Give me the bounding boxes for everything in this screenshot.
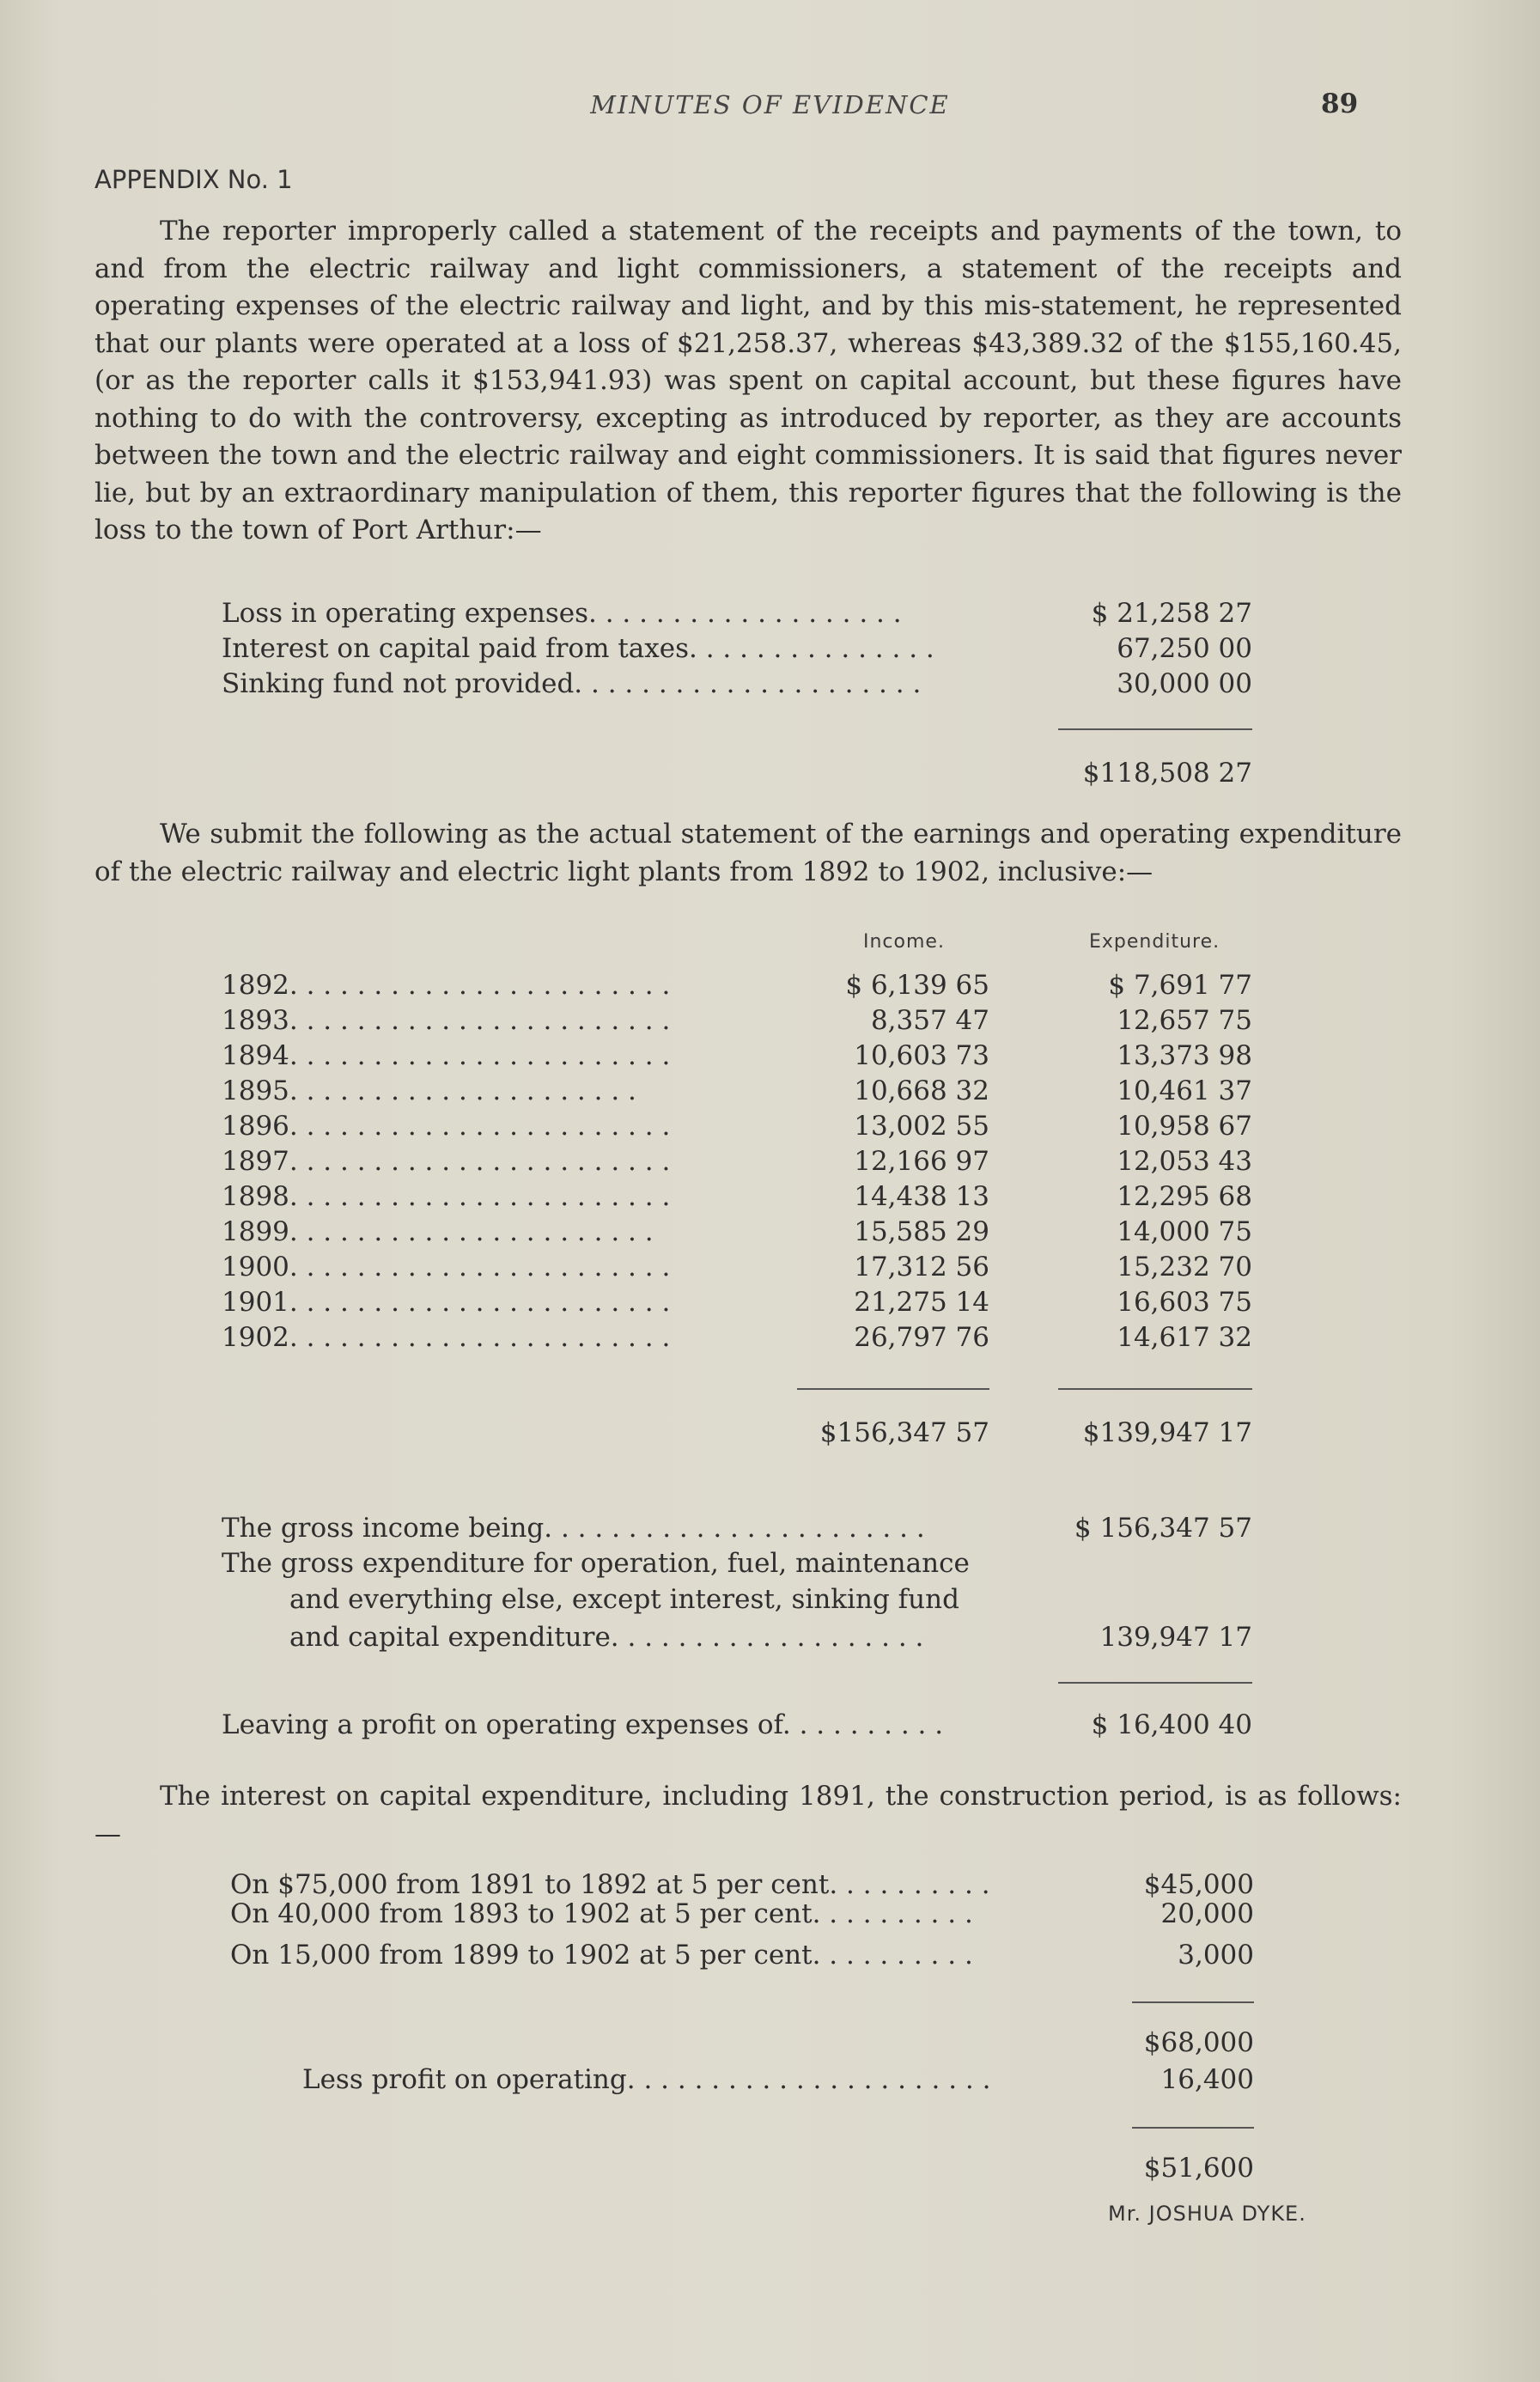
gross-income-line: The gross income being. . . . . . . . . . . . . . . . . . . . . . . $ 156,347 57 <box>222 1513 1252 1544</box>
table-row: 1901. . . . . . . . . . . . . . . . . . . . . . . 21,275 14 16,603 75 <box>222 1287 1252 1318</box>
table-totals-row: $156,347 57 $139,947 17 <box>819 1417 1252 1448</box>
gross-expenditure-line-1: The gross expenditure for operation, fuel, maintenance <box>222 1548 970 1579</box>
expenditure-header: Expenditure. <box>1089 931 1220 953</box>
less-profit-line: Less profit on operating. . . . . . . . . . . . . . . . . . . . . . 16,400 <box>302 2064 1254 2095</box>
table-row: 1902. . . . . . . . . . . . . . . . . . . . . . . 26,797 76 14,617 32 <box>222 1322 1252 1353</box>
income-total-rule <box>797 1388 989 1390</box>
table-row: 1895. . . . . . . . . . . . . . . . . . . . . 10,668 32 10,461 37 <box>222 1075 1252 1106</box>
interest-item: On 40,000 from 1893 to 1902 at 5 per cent. . . . . . . . . . 20,000 <box>230 1898 1254 1929</box>
table-row: 1899. . . . . . . . . . . . . . . . . . . . . . 15,585 29 14,000 75 <box>222 1216 1252 1247</box>
interest-item: On $75,000 from 1891 to 1892 at 5 per cent. . . . . . . . . . $45,000 <box>230 1869 1254 1900</box>
interest-paragraph: The interest on capital expenditure, including 1891, the construction period, is as follows:— <box>94 1781 1402 1849</box>
profit-rule <box>1058 1682 1252 1684</box>
final-total-rule <box>1132 2127 1254 2129</box>
intro-paragraph: The reporter improperly called a statement of the receipts and payments of the town, to and from the electric railway and light commissioners, a statement of the receipts and operating expenses of the electric railway and light, and by this mis-statement, he represented that our plants were operated at a loss of $21,258.37, whereas $43,389.32 of the $155,160.45, (or as the reporter calls it $153,941.93) was spent on capital account, but these figures have nothing to do with the controversy, excepting as introduced by reporter, as they are accounts between the town and the electric railway and eight commissioners. It is said that figures never lie, but by an extraordinary manipulation of them, this reporter figures that the following is the loss to the town of Port Arthur:— <box>94 216 1402 545</box>
total-rule <box>1058 728 1252 730</box>
loss-item: Loss in operating expenses. . . . . . . . . . . . . . . . . . . $ 21,258 27 <box>222 598 1252 629</box>
table-row: 1892. . . . . . . . . . . . . . . . . . . . . . . $ 6,139 65 $ 7,691 77 <box>222 970 1252 1001</box>
interest-total-rule <box>1132 2001 1254 2003</box>
signature: Mr. JOSHUA DYKE. <box>1108 2202 1306 2226</box>
loss-item: Sinking fund not provided. . . . . . . . . . . . . . . . . . . . . 30,000 00 <box>222 668 1252 699</box>
income-header: Income. <box>863 931 945 953</box>
final-total: $51,600 <box>1143 2153 1254 2184</box>
appendix-title: APPENDIX No. 1 <box>94 165 293 194</box>
table-row: 1893. . . . . . . . . . . . . . . . . . . . . . . 8,357 47 12,657 75 <box>222 1005 1252 1036</box>
interest-item: On 15,000 from 1899 to 1902 at 5 per cent. . . . . . . . . . 3,000 <box>230 1940 1254 1971</box>
page-number: 89 <box>1321 88 1359 119</box>
running-head: MINUTES OF EVIDENCE <box>590 90 950 119</box>
expenditure-total-rule <box>1058 1388 1252 1390</box>
loss-item: Interest on capital paid from taxes. . . . . . . . . . . . . . . 67,250 00 <box>222 633 1252 664</box>
loss-total: $118,508 27 <box>1082 758 1252 789</box>
statement-paragraph: We submit the following as the actual statement of the earnings and operating expenditure of the electric railway and electric light plants from 1892 to 1902, inclusive:— <box>94 819 1402 887</box>
profit-line: Leaving a profit on operating expenses of. . . . . . . . . . $ 16,400 40 <box>222 1709 1252 1740</box>
table-row: 1900. . . . . . . . . . . . . . . . . . . . . . . 17,312 56 15,232 70 <box>222 1252 1252 1282</box>
table-row: 1896. . . . . . . . . . . . . . . . . . . . . . . 13,002 55 10,958 67 <box>222 1111 1252 1142</box>
gross-expenditure-line-2: and everything else, except interest, sinking fund <box>289 1584 959 1615</box>
interest-total: $68,000 <box>1143 2027 1254 2058</box>
table-row: 1897. . . . . . . . . . . . . . . . . . . . . . . 12,166 97 12,053 43 <box>222 1146 1252 1177</box>
table-row: 1898. . . . . . . . . . . . . . . . . . . . . . . 14,438 13 12,295 68 <box>222 1181 1252 1212</box>
table-row: 1894. . . . . . . . . . . . . . . . . . . . . . . 10,603 73 13,373 98 <box>222 1040 1252 1071</box>
gross-expenditure-line-3: and capital expenditure. . . . . . . . . . . . . . . . . . . 139,947 17 <box>289 1622 1252 1653</box>
